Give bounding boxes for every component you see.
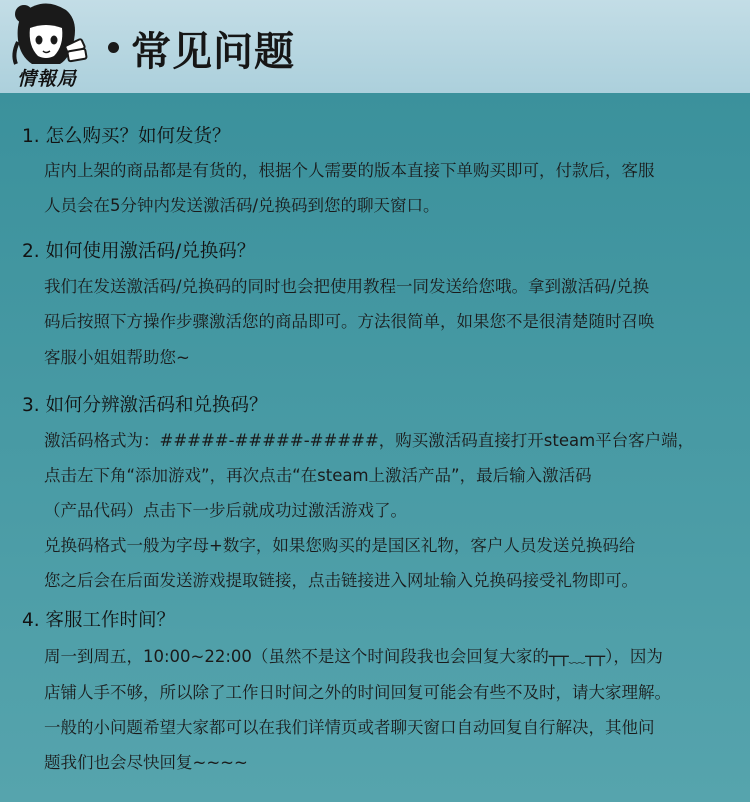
faq-answer-line: （产品代码）点击下一步后就成功过激活游戏了。	[44, 501, 407, 520]
mascot-logo-icon	[4, 2, 90, 72]
logo-text: 情報局	[16, 68, 77, 90]
title-bullet	[108, 42, 119, 53]
faq-answer-line: 码后按照下方操作步骤激活您的商品即可。方法很简单，如果您不是很清楚随时召唤	[44, 312, 655, 331]
faq-content	[0, 93, 750, 802]
faq-answer-line: 一般的小问题希望大家都可以在我们详情页或者聊天窗口自动回复自行解决，其他问	[44, 718, 655, 737]
faq-answer-line: 周一到周五，10:00~22:00（虽然不是这个时间段我也会回复大家的┬┬﹏┬┬），因为	[44, 647, 663, 666]
page-title: 常见问题	[131, 29, 295, 75]
faq-answer-line: 人员会在5分钟内发送激活码/兑换码到您的聊天窗口。	[44, 196, 440, 215]
faq-answer-line: 激活码格式为：#####-#####-#####，购买激活码直接打开steam平台客户端，	[44, 431, 695, 450]
faq-answer-line: 兑换码格式一般为字母+数字，如果您购买的是国区礼物，客户人员发送兑换码给	[44, 536, 636, 555]
faq-answer-line: 题我们也会尽快回复~~~~	[44, 753, 248, 772]
faq-answer-line: 客服小姐姐帮助您~	[44, 348, 190, 367]
faq-answer-line: 点击左下角“添加游戏”，再次点击“在steam上激活产品”，最后输入激活码	[44, 466, 592, 485]
header	[0, 0, 750, 93]
faq-question-4: 4. 客服工作时间？	[22, 610, 176, 631]
faq-question-2: 2. 如何使用激活码/兑换码？	[22, 241, 256, 262]
faq-answer-line: 店内上架的商品都是有货的，根据个人需要的版本直接下单购买即可，付款后，客服	[44, 161, 655, 180]
logo	[4, 2, 90, 92]
faq-answer-line: 我们在发送激活码/兑换码的同时也会把使用教程一同发送给您哦。拿到激活码/兑换	[44, 277, 650, 296]
faq-answer-line: 店铺人手不够，所以除了工作日时间之外的时间回复可能会有些不及时，请大家理解。	[44, 683, 671, 702]
faq-answer-line: 您之后会在后面发送游戏提取链接，点击链接进入网址输入兑换码接受礼物即可。	[44, 571, 638, 590]
faq-question-1: 1. 怎么购买？如何发货？	[22, 126, 231, 147]
faq-question-3: 3. 如何分辨激活码和兑换码？	[22, 395, 268, 416]
